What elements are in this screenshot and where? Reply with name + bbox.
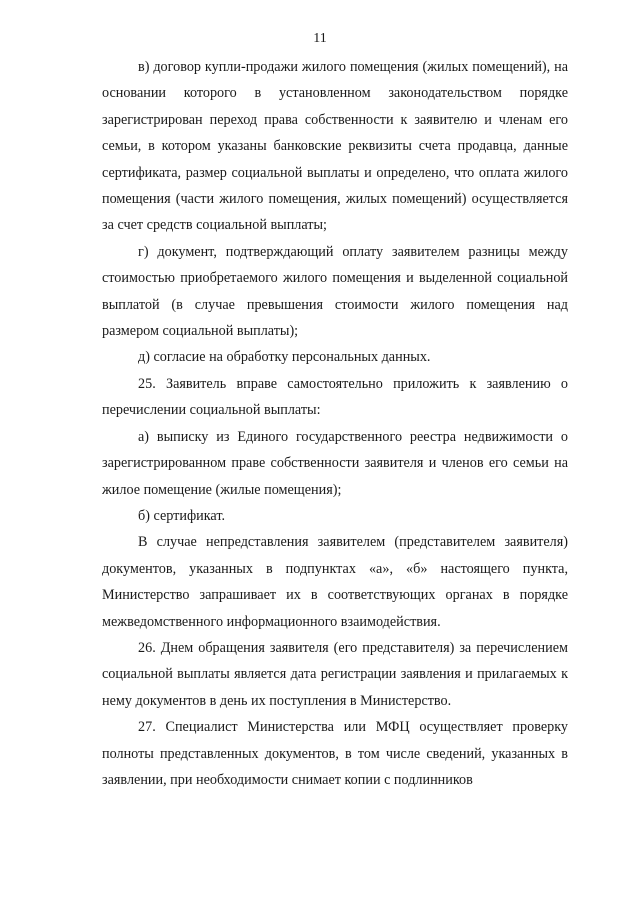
document-body [102,54,568,793]
paragraph-item-d: д) согласие на обработку персональных данных. [138,349,431,366]
paragraph-clause-26: 26. Днем обращения заявителя (его представителя) за перечислением социальной выплаты является дата регистрации заявления и прилагаемых к нему документов в день их поступления в Министерство. [102,639,568,709]
paragraph-clause-27: 27. Специалист Министерства или МФЦ осуществляет проверку полноты представленных документов, в том числе сведений, указанных в заявлении, при необходимости снимает копии с подлинников [102,719,568,788]
paragraph-clause-25-b: б) сертификат. [138,507,226,524]
paragraph-item-g: г) документ, подтверждающий оплату заявителем разницы между стоимостью приобретаемого жилого помещения и выделенной социальной выплатой (в случае превышения стоимости жилого помещения над размером социальной выплаты); [102,243,568,340]
paragraph-clause-25-note: В случае непредставления заявителем (представителем заявителя) документов, указанных в подпунктах «а», «б» настоящего пункта, Министерство запрашивает их в соответствующих органах в порядке межведомственного информационного взаимодействия. [102,534,568,630]
paragraph-clause-25: 25. Заявитель вправе самостоятельно приложить к заявлению о перечислении социальной выплаты: [102,375,568,419]
page-number: 11 [313,31,327,46]
paragraph-clause-25-a: а) выписку из Единого государственного реестра недвижимости о зарегистрированном праве собственности заявителя и членов его семьи на жилое помещение (жилые помещения); [102,428,568,498]
paragraph-item-v: в) договор купли-продажи жилого помещения (жилых помещений), на основании которого в установленном законодательством порядке зарегистрирован переход права собственности к заявителю и членам его семьи, в котором указаны банковские реквизиты счета продавца, данные сертификата, размер социальной выплаты и определено, что оплата жилого помещения (части жилого помещения, жилых помещений) осуществляется за счет средств социальной выплаты; [102,59,568,234]
